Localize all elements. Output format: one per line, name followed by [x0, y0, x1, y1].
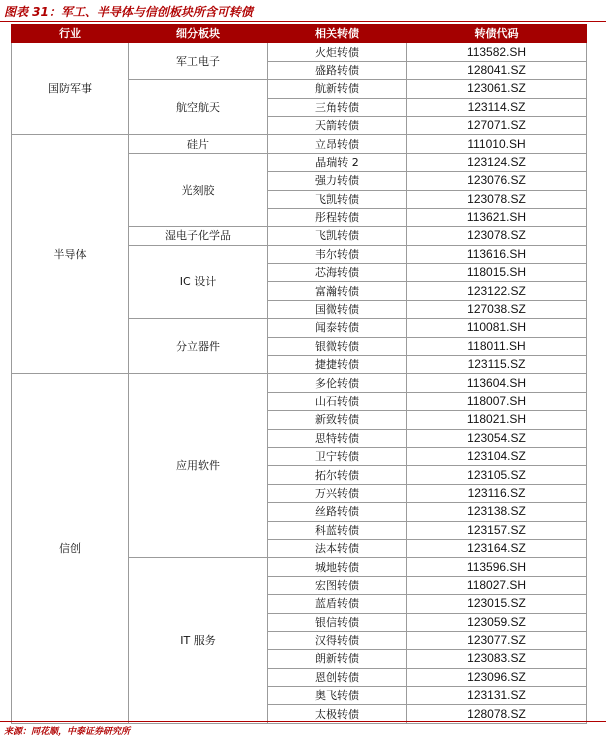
bond-name-cell: 盛路转债 [268, 61, 407, 79]
bond-code-cell: 127038.SZ [407, 300, 587, 318]
bond-name-cell: 天箭转债 [268, 116, 407, 134]
bond-code-cell: 123054.SZ [407, 429, 587, 447]
bond-code-cell: 113604.SH [407, 374, 587, 392]
bond-code-cell: 123078.SZ [407, 190, 587, 208]
bond-name-cell: 晶瑞转 2 [268, 153, 407, 171]
bond-code-cell: 123157.SZ [407, 521, 587, 539]
bond-code-cell: 123015.SZ [407, 595, 587, 613]
bond-name-cell: 银微转债 [268, 337, 407, 355]
bond-name-cell: 闻泰转债 [268, 319, 407, 337]
bond-code-cell: 123131.SZ [407, 687, 587, 705]
table-body [12, 43, 587, 723]
sector-cell: 光刻胶 [129, 153, 268, 227]
bond-name-cell: 航新转债 [268, 80, 407, 98]
bond-name-cell: 国微转债 [268, 300, 407, 318]
bond-code-cell: 123076.SZ [407, 172, 587, 190]
bond-code-cell: 123138.SZ [407, 503, 587, 521]
header-sector: 细分板块 [129, 25, 268, 43]
bond-name-cell: 飞凯转债 [268, 190, 407, 208]
bond-name-cell: 韦尔转债 [268, 245, 407, 263]
bond-code-cell: 123061.SZ [407, 80, 587, 98]
bond-code-cell: 123116.SZ [407, 484, 587, 502]
bond-name-cell: 城地转债 [268, 558, 407, 576]
bond-name-cell: 太极转债 [268, 705, 407, 723]
bond-name-cell: 山石转债 [268, 392, 407, 410]
bond-code-cell: 123115.SZ [407, 356, 587, 374]
sector-cell: 硅片 [129, 135, 268, 153]
bond-code-cell: 127071.SZ [407, 116, 587, 134]
bond-code-cell: 123059.SZ [407, 613, 587, 631]
sector-cell: 分立器件 [129, 319, 268, 374]
bond-name-cell: 汉得转债 [268, 631, 407, 649]
bond-code-cell: 118027.SH [407, 576, 587, 594]
bond-name-cell: 万兴转债 [268, 484, 407, 502]
bond-name-cell: 强力转债 [268, 172, 407, 190]
bond-table [11, 24, 587, 724]
bond-name-cell: 立昂转债 [268, 135, 407, 153]
bond-code-cell: 110081.SH [407, 319, 587, 337]
bond-name-cell: 恩创转债 [268, 668, 407, 686]
bond-code-cell: 123124.SZ [407, 153, 587, 171]
bond-code-cell: 123096.SZ [407, 668, 587, 686]
bond-code-cell: 113582.SH [407, 43, 587, 61]
bond-code-cell: 128078.SZ [407, 705, 587, 723]
figure-title: 图表 31：军工、半导体与信创板块所含可转债 [4, 5, 253, 19]
bond-code-cell: 123114.SZ [407, 98, 587, 116]
industry-cell: 半导体 [12, 135, 129, 374]
sector-cell: IC 设计 [129, 245, 268, 319]
bond-name-cell: 法本转债 [268, 539, 407, 557]
bond-code-cell: 118007.SH [407, 392, 587, 410]
source-divider [0, 721, 606, 722]
bond-name-cell: 思特转债 [268, 429, 407, 447]
bond-code-cell: 123083.SZ [407, 650, 587, 668]
bond-code-cell: 128041.SZ [407, 61, 587, 79]
bond-name-cell: 宏图转债 [268, 576, 407, 594]
header-code: 转债代码 [407, 25, 587, 43]
bond-name-cell: 拓尔转债 [268, 466, 407, 484]
bond-name-cell: 芯海转债 [268, 264, 407, 282]
header-industry: 行业 [12, 25, 129, 43]
title-divider [0, 21, 606, 22]
bond-code-cell: 111010.SH [407, 135, 587, 153]
bond-code-cell: 123122.SZ [407, 282, 587, 300]
bond-code-cell: 113621.SH [407, 208, 587, 226]
bond-code-cell: 118011.SH [407, 337, 587, 355]
bond-code-cell: 123105.SZ [407, 466, 587, 484]
bond-name-cell: 彤程转债 [268, 208, 407, 226]
bond-name-cell: 科蓝转债 [268, 521, 407, 539]
bond-code-cell: 113596.SH [407, 558, 587, 576]
bond-name-cell: 捷捷转债 [268, 356, 407, 374]
bond-code-cell: 123078.SZ [407, 227, 587, 245]
bond-code-cell: 123164.SZ [407, 539, 587, 557]
source-note: 来源：同花顺，中泰证券研究所 [4, 727, 131, 737]
sector-cell: IT 服务 [129, 558, 268, 724]
bond-code-cell: 113616.SH [407, 245, 587, 263]
sector-cell: 应用软件 [129, 374, 268, 558]
table-row [12, 135, 587, 153]
bond-name-cell: 卫宁转债 [268, 447, 407, 465]
bond-name-cell: 银信转债 [268, 613, 407, 631]
table-row [12, 43, 587, 61]
bond-name-cell: 多伦转债 [268, 374, 407, 392]
bond-name-cell: 蓝盾转债 [268, 595, 407, 613]
industry-cell: 国防军事 [12, 43, 129, 135]
bond-name-cell: 朗新转债 [268, 650, 407, 668]
bond-code-cell: 118015.SH [407, 264, 587, 282]
bond-code-cell: 123104.SZ [407, 447, 587, 465]
table-row [12, 374, 587, 392]
sector-cell: 军工电子 [129, 43, 268, 80]
bond-name-cell: 新致转债 [268, 411, 407, 429]
sector-cell: 航空航天 [129, 80, 268, 135]
bond-name-cell: 火炬转债 [268, 43, 407, 61]
bond-name-cell: 丝路转债 [268, 503, 407, 521]
sector-cell: 湿电子化学品 [129, 227, 268, 245]
bond-name-cell: 奥飞转债 [268, 687, 407, 705]
bond-name-cell: 飞凯转债 [268, 227, 407, 245]
bond-code-cell: 123077.SZ [407, 631, 587, 649]
bond-name-cell: 富瀚转债 [268, 282, 407, 300]
bond-code-cell: 118021.SH [407, 411, 587, 429]
industry-cell: 信创 [12, 374, 129, 723]
bond-name-cell: 三角转债 [268, 98, 407, 116]
header-bond: 相关转债 [268, 25, 407, 43]
header-row [12, 25, 587, 43]
